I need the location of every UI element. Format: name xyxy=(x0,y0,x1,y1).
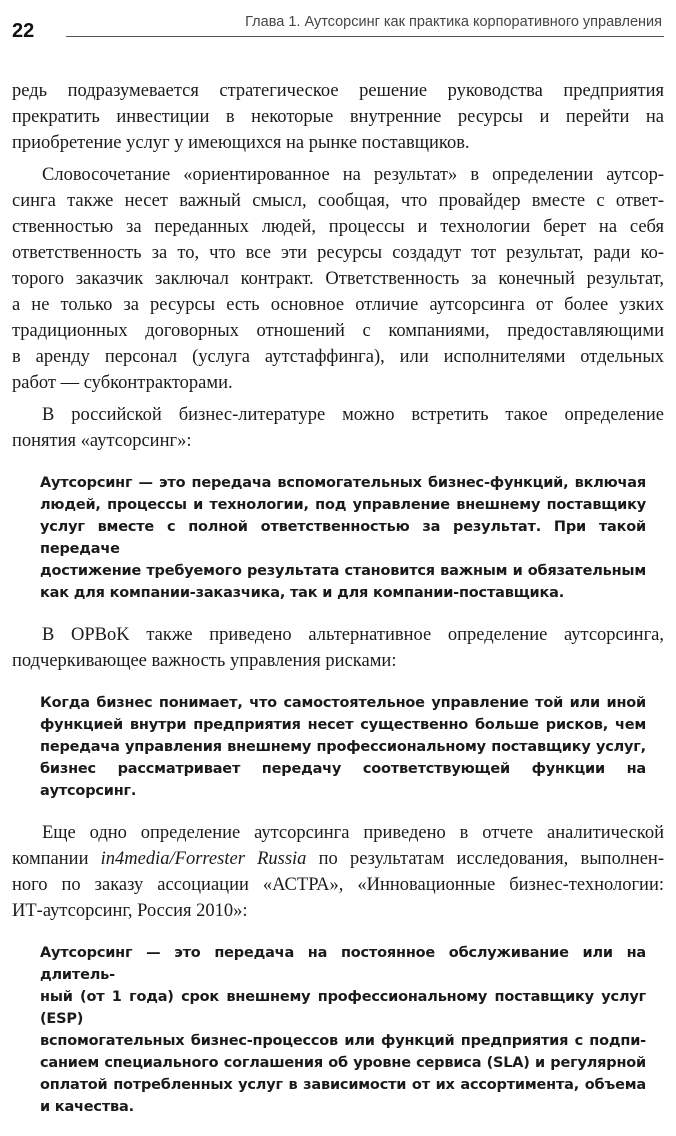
text-fragment: компании xyxy=(12,849,101,869)
text-line: синга также несет важный смысл, сообщая, что провайдер вместе с ответ- xyxy=(12,191,664,211)
report-source-italic: in4media/Forrester Russia xyxy=(100,849,307,869)
text-line: В OPBoK также приведено альтернативное определение аутсорсинга, xyxy=(42,625,664,645)
definition-line: людей, процессы и технологии, под управление внешнему поставщику xyxy=(40,497,646,513)
definition-line: достижение требуемого результата становится важным и обязательным xyxy=(40,563,646,579)
text-line: Еще одно определение аутсорсинга приведено в отчете аналитической xyxy=(42,823,664,843)
paragraph-3 xyxy=(12,402,664,454)
paragraph-2 xyxy=(12,162,664,396)
definition-line: Когда бизнес понимает, что самостоятельное управление той или иной xyxy=(40,695,646,711)
page-body xyxy=(12,78,664,1136)
text-line: ного по заказу ассоциации «АСТРА», «Инновационные бизнес-технологии: xyxy=(12,875,664,895)
text-line: приобретение услуг у имеющихся на рынке поставщиков. xyxy=(12,133,470,153)
text-line: понятия «аутсорсинг»: xyxy=(12,431,192,451)
header-rule xyxy=(66,36,664,37)
definition-line: санием специального соглашения об уровне сервиса (SLA) и регулярной xyxy=(40,1055,646,1071)
text-line: ИТ-аутсорсинг, Россия 2010»: xyxy=(12,901,248,921)
definition-block-1 xyxy=(12,472,664,604)
text-line: подчеркивающее важность управления рисками: xyxy=(12,651,397,671)
page-header xyxy=(12,14,664,40)
definition-line: бизнес рассматривает передачу соответствующей функции на аутсорсинг. xyxy=(40,761,646,799)
text-fragment: по результатам исследования, выполнен- xyxy=(306,849,664,869)
definition-block-3 xyxy=(12,942,664,1118)
text-line: традиционных договорных отношений с компаниями, предоставляющими xyxy=(12,321,664,341)
text-line: ответственность за то, что все эти ресурсы создадут тот результат, ради ко- xyxy=(12,243,664,263)
text-line: ственностью за переданных людей, процессы и технологии берет на себя xyxy=(12,217,664,237)
definition-line: вспомогательных бизнес-процессов или функций предприятия с подпи- xyxy=(40,1033,646,1049)
definition-line: Аутсорсинг — это передача на постоянное обслуживание или на длитель- xyxy=(40,945,646,983)
definition-line: передача управления внешнему профессиональному поставщику услуг, xyxy=(40,739,646,755)
page-number: 22 xyxy=(12,20,35,42)
definition-line: функцией внутри предприятия несет существенно больше рисков, чем xyxy=(40,717,646,733)
paragraph-1 xyxy=(12,78,664,156)
text-line: а не только за ресурсы есть основное отличие аутсорсинга от более узких xyxy=(12,295,664,315)
definition-line: как для компании-заказчика, так и для компании-поставщика. xyxy=(40,585,565,601)
text-line xyxy=(12,846,664,872)
text-line: В российской бизнес-литературе можно встретить такое определение xyxy=(42,405,664,425)
definition-line: ный (от 1 года) срок внешнему профессиональному поставщику услуг (ESP) xyxy=(40,989,646,1027)
text-line: в аренду персонал (услуга аутстаффинга), или исполнителями отдельных xyxy=(12,347,664,367)
running-head: Глава 1. Аутсорсинг как практика корпоративного управления xyxy=(245,14,662,30)
text-line: Словосочетание «ориентированное на результат» в определении аутсор- xyxy=(42,165,664,185)
definition-line: услуг вместе с полной ответственностью за результат. При такой передаче xyxy=(40,519,646,557)
text-line: редь подразумевается стратегическое решение руководства предприятия xyxy=(12,81,664,101)
paragraph-5 xyxy=(12,820,664,924)
paragraph-4 xyxy=(12,622,664,674)
text-line: работ — субконтракторами. xyxy=(12,373,233,393)
text-line: торого заказчик заключал контракт. Ответственность за конечный результат, xyxy=(12,269,664,289)
definition-line: оплатой потребленных услуг в зависимости от их ассортимента, объема xyxy=(40,1077,646,1093)
definition-block-2 xyxy=(12,692,664,802)
text-line: прекратить инвестиции в некоторые внутренние ресурсы и перейти на xyxy=(12,107,664,127)
definition-line: и качества. xyxy=(40,1099,134,1115)
definition-line: Аутсорсинг — это передача вспомогательных бизнес-функций, включая xyxy=(40,475,646,491)
